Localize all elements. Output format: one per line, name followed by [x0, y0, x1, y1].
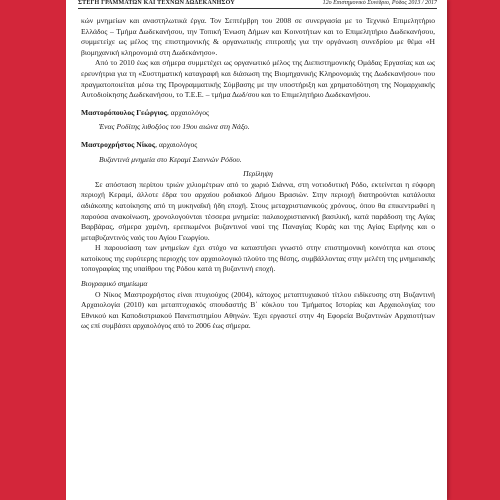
- author-role: , αρχαιολόγος: [155, 139, 198, 149]
- paper-title-2: Βυζαντινά μνημεία στο Κεραμί Σιαννών Ρόδου.: [99, 154, 242, 164]
- author-name: Μαστροχρήστος Νίκος: [81, 139, 156, 149]
- author-role: , αρχαιολόγος: [166, 107, 210, 117]
- page-body: [81, 16, 435, 332]
- paragraph: Ο Νίκος Μαστροχρήστος είναι πτυχιούχος (2004), κάτοχος μεταπτυχιακού τίτλου ειδίκευσης στη Βυζαντινή Αρχαιολογία (2010) και μεταπτυχιακός σπουδαστής Β΄ κύκλου του Τμήματος Ιστορίας και Αρχαιολογίας του Εθνικού και Καποδιστριακού Πανεπιστημίου Αθηνών. Έχει εργαστεί στην 4η Εφορεία Βυζαντινών Αρχαιοτήτων ως επί συμβάσει αρχαιολόγος από το 2006 έως σήμερα.: [81, 289, 435, 331]
- document-page: [66, 0, 447, 500]
- author-line-2: [81, 140, 435, 151]
- author-line-1: [81, 108, 435, 119]
- paragraph: Σε απόσταση περίπου τριών χιλιομέτρων από το χωριό Σιάννα, στη νοτιοδυτική Ρόδο, εκτείνεται η εύφορη περιοχή Κεραμί, άλλοτε έδρα του αρχαίου ροδιακού Δήμου Βρασιών. Στην περιοχή διατηρούνται κατάλοιπα αδιάκοπης κατοίκησης από τη μυκηναϊκή ήδη εποχή. Στους μεταχριστιανικούς χρόνους, όπου θα επικεντρωθεί η παρούσα ανακοίνωση, χρονολογούνται τέσσερα μνημεία: παλαιοχριστιανική βασιλική, κατά παράδοση της Αγίας Βαρβάρας, σήμερα χαμένη, ερειπωμένοι βυζαντινοί ναοί της Παναγίας Κυράς και της Αγίας Ειρήνης και ο μεταβυζαντινός ναός του Αγίου Γεωργίου.: [81, 179, 435, 242]
- running-header: [78, 0, 437, 9]
- author-name: Μαστορόπουλος Γεώργιος: [81, 107, 167, 117]
- header-publisher: ΣΤΕΓΗ ΓΡΑΜΜΑΤΩΝ ΚΑΙ ΤΕΧΝΩΝ ΔΩΔΕΚΑΝΗΣΟΥ: [78, 0, 235, 6]
- section-heading-summary: Περίληψη: [243, 169, 273, 179]
- paragraph: Η παρουσίαση των μνημείων έχει στόχο να καταστήσει γνωστό στην επιστημονική κοινότητα και στους κατοίκους της ευρύτερης περιοχής τον αρχαιολογικό πλούτο της θέσης, συμβάλλοντας στην μελέτη της μνημειακής τοπογραφίας της υπαίθρου της Ρόδου κατά τη βυζαντινή εποχή.: [81, 243, 435, 274]
- paragraph-continuation: κών μνημείων και αναστηλωτικά έργα. Τον Σεπτέμβρη του 2008 σε συνεργασία με το Τεχνικό Επιμελητήριο Ελλάδος – Τμήμα Δωδεκανήσου, την Τοπική Ένωση Δήμων και Κοινοτήτων και το Επιμελητήριο Δωδεκανήσου, συμμετείχε ως μέλος της επιστημονικής & οργανωτικής επιτροπής για την οργάνωση συνεδρίου με θέμα «Η βιομηχανική κληρονομιά στη Δωδεκάνησο».: [81, 16, 435, 57]
- paragraph: Από το 2010 έως και σήμερα συμμετέχει ως οργανωτικό μέλος της Διεπιστημονικής Ομάδας Εργασίας και ως ερευνήτρια για τη «Συστηματική καταγραφή και διάσωση της Βιομηχανικής Κληρονομιάς της Δωδεκανήσου» που πραγματοποιείται μέσω της Προγραμματικής Σύμβασης με την υποστήριξη και χρηματοδότηση της Νομαρχιακής Αυτοδιοίκησης Δωδεκανήσου, το Τ.Ε.Ε. – τμήμα Δωδ/σου και το Επιμελητήριο Δωδεκανήσου.: [81, 58, 435, 100]
- header-conference: 12ο Επιστημονικό Συνέδριο, Ρόδος 2013 / 2017: [322, 0, 437, 6]
- paper-title-1: Ένας Ροδίτης λιθοξόος του 19ου αιώνα στη Νάξο.: [99, 122, 250, 132]
- section-heading-bio: Βιογραφικό σημείωμα: [81, 279, 148, 289]
